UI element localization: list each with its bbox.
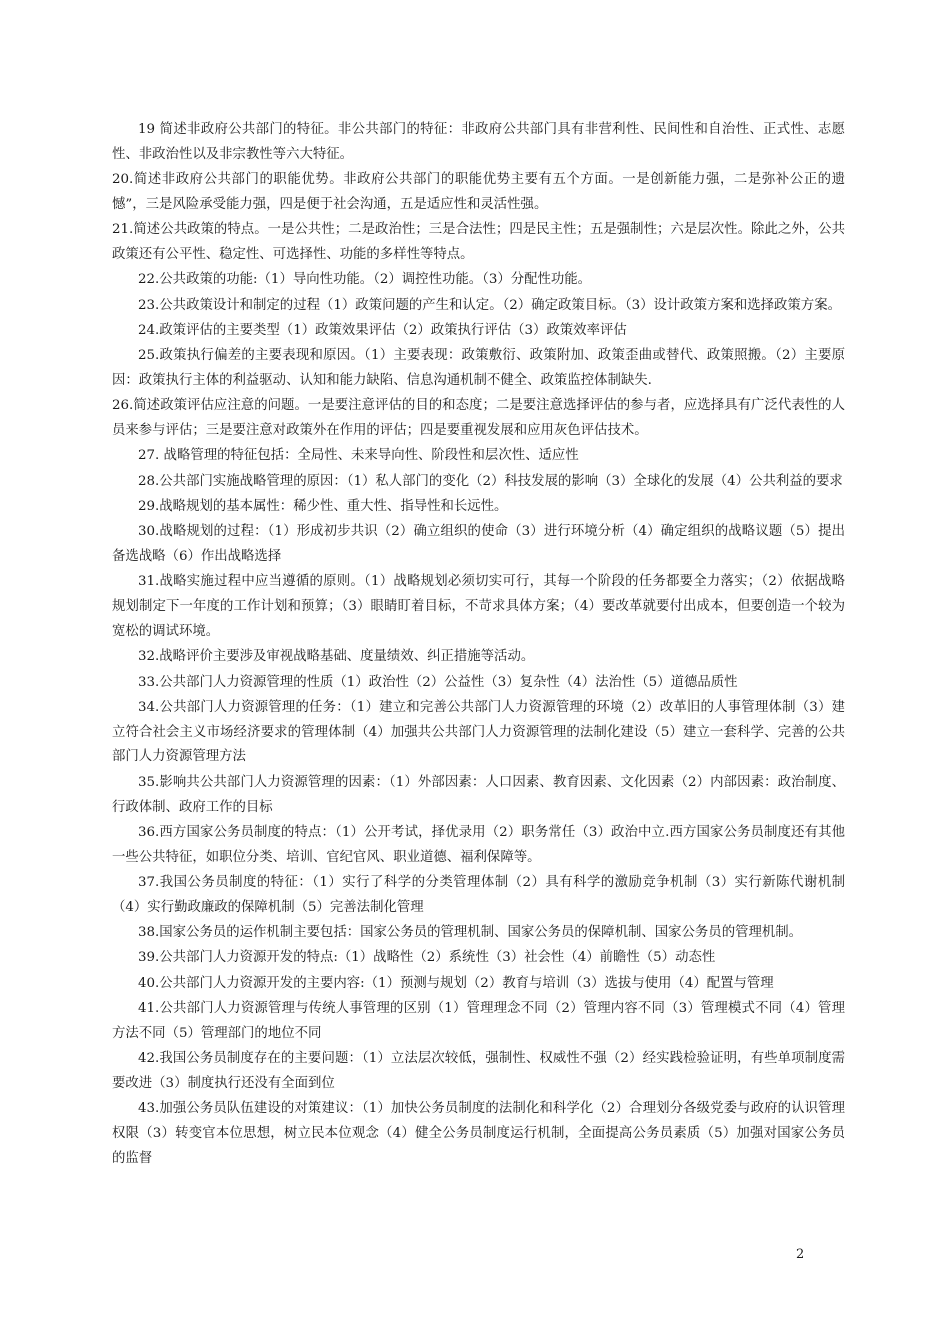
paragraph-23: 23.公共政策设计和制定的过程（1）政策问题的产生和认定。（2）确定政策目标。（3）设计政策方案和选择政策方案。 bbox=[138, 297, 841, 313]
page-number: 2 bbox=[796, 1247, 805, 1262]
paragraph-39: 39.公共部门人力资源开发的特点:（1）战略性（2）系统性（3）社会性（4）前瞻性（5）动态性 bbox=[138, 950, 716, 966]
paragraph-34: 34.公共部门人力资源管理的任务：（1）建立和完善公共部门人力资源管理的环境（2）改革旧的人事管理体制（3）建立符合社会主义市场经济要求的管理体制（4）加强共公共部门人力资源管理的法制化建设（5）建立一套科学、完善的公共部门人力资源管理方法 bbox=[112, 699, 845, 765]
paragraph-27: 27. 战略管理的特征包括：全局性、未来导向性、阶段性和层次性、适应性 bbox=[138, 448, 579, 464]
paragraph-28: 28.公共部门实施战略管理的原因：（1）私人部门的变化（2）科技发展的影响（3）全球化的发展（4）公共利益的要求 bbox=[138, 473, 843, 489]
paragraph-21: 21.简述公共政策的特点。一是公共性；二是政治性；三是合法性；四是民主性；五是强制性；六是层次性。除此之外，公共政策还有公平性、稳定性、可选择性、功能的多样性等特点。 bbox=[112, 222, 845, 262]
paragraph-36: 36.西方国家公务员制度的特点：（1）公开考试，择优录用（2）职务常任（3）政治中立.西方国家公务员制度还有其他一些公共特征，如职位分类、培训、官纪官风、职业道德、福利保障等。 bbox=[112, 824, 845, 865]
document-body bbox=[112, 118, 845, 1172]
paragraph-30: 30.战略规划的过程：（1）形成初步共识（2）确立组织的使命（3）进行环境分析（4）确定组织的战略议题（5）提出备选战略（6）作出战略选择 bbox=[112, 524, 845, 565]
paragraph-38: 38.国家公务员的运作机制主要包括：国家公务员的管理机制、国家公务员的保障机制、国家公务员的管理机制。 bbox=[138, 925, 803, 940]
paragraph-26: 26.简述政策评估应注意的问题。一是要注意评估的目的和态度；二是要注意选择评估的参与者，应选择具有广泛代表性的人员来参与评估；三是要注意对政策外在作用的评估；四是要重视发展和应用灰色评估技术。 bbox=[112, 398, 845, 439]
paragraph-35: 35.影响共公共部门人力资源管理的因素：（1）外部因素：人口因素、教育因素、文化因素（2）内部因素：政治制度、行政体制、政府工作的目标 bbox=[112, 774, 845, 815]
paragraph-32: 32.战略评价主要涉及审视战略基础、度量绩效、纠正措施等活动。 bbox=[138, 649, 535, 665]
paragraph-33: 33.公共部门人力资源管理的性质（1）政治性（2）公益性（3）复杂性（4）法治性（5）道德品质性 bbox=[138, 674, 738, 690]
paragraph-24: 24.政策评估的主要类型（1）政策效果评估（2）政策执行评估（3）政策效率评估 bbox=[138, 322, 627, 338]
paragraph-31: 31.战略实施过程中应当遵循的原则。（1）战略规划必须切实可行，其每一个阶段的任务都要全力落实；（2）依据战略规划制定下一年度的工作计划和预算；（3）眼睛盯着目标，不苛求具体方案；（4）要改革就要付出成本，但要创造一个较为宽松的调试环境。 bbox=[112, 574, 845, 639]
paragraph-22: 22.公共政策的功能:（1）导向性功能。（2）调控性功能。（3）分配性功能。 bbox=[138, 272, 592, 288]
paragraph-25: 25.政策执行偏差的主要表现和原因。（1）主要表现：政策敷衍、政策附加、政策歪曲或替代、政策照搬。（2）主要原因：政策执行主体的利益驱动、认知和能力缺陷、信息沟通机制不健全、政策监控体制缺失. bbox=[112, 348, 845, 388]
paragraph-42: 42.我国公务员制度存在的主要问题：（1）立法层次较低，强制性、权威性不强（2）经实践检验证明，有些单项制度需要改进（3）制度执行还没有全面到位 bbox=[112, 1050, 845, 1091]
paragraph-29: 29.战略规划的基本属性：稀少性、重大性、指导性和长远性。 bbox=[138, 498, 508, 514]
paragraph-20: 20.简述非政府公共部门的职能优势。非政府公共部门的职能优势主要有五个方面。一是创新能力强，二是弥补公正的遗憾”，三是风险承受能力强，四是便于社会沟通，五是适应性和灵活性强。 bbox=[112, 172, 845, 212]
paragraph-37: 37.我国公务员制度的特征：（1）实行了科学的分类管理体制（2）具有科学的激励竞争机制（3）实行新陈代谢机制（4）实行勤政廉政的保障机制（5）完善法制化管理 bbox=[112, 874, 845, 915]
paragraph-40: 40.公共部门人力资源开发的主要内容:（1）预测与规划（2）教育与培训（3）选拔与使用（4）配置与管理 bbox=[138, 975, 774, 991]
paragraph-43: 43.加强公务员队伍建设的对策建议：（1）加快公务员制度的法制化和科学化（2）合理划分各级党委与政府的认识管理权限（3）转变官本位思想，树立民本位观念（4）健全公务员制度运行机制，全面提高公务员素质（5）加强对国家公务员的监督 bbox=[112, 1101, 845, 1166]
paragraph-19: 19 简述非政府公共部门的特征。非公共部门的特征：非政府公共部门具有非营利性、民间性和自治性、正式性、志愿性、非政治性以及非宗教性等六大特征。 bbox=[112, 122, 845, 162]
paragraph-41: 41.公共部门人力资源管理与传统人事管理的区别（1）管理理念不同（2）管理内容不同（3）管理模式不同（4）管理方法不同（5）管理部门的地位不同 bbox=[112, 1000, 845, 1041]
